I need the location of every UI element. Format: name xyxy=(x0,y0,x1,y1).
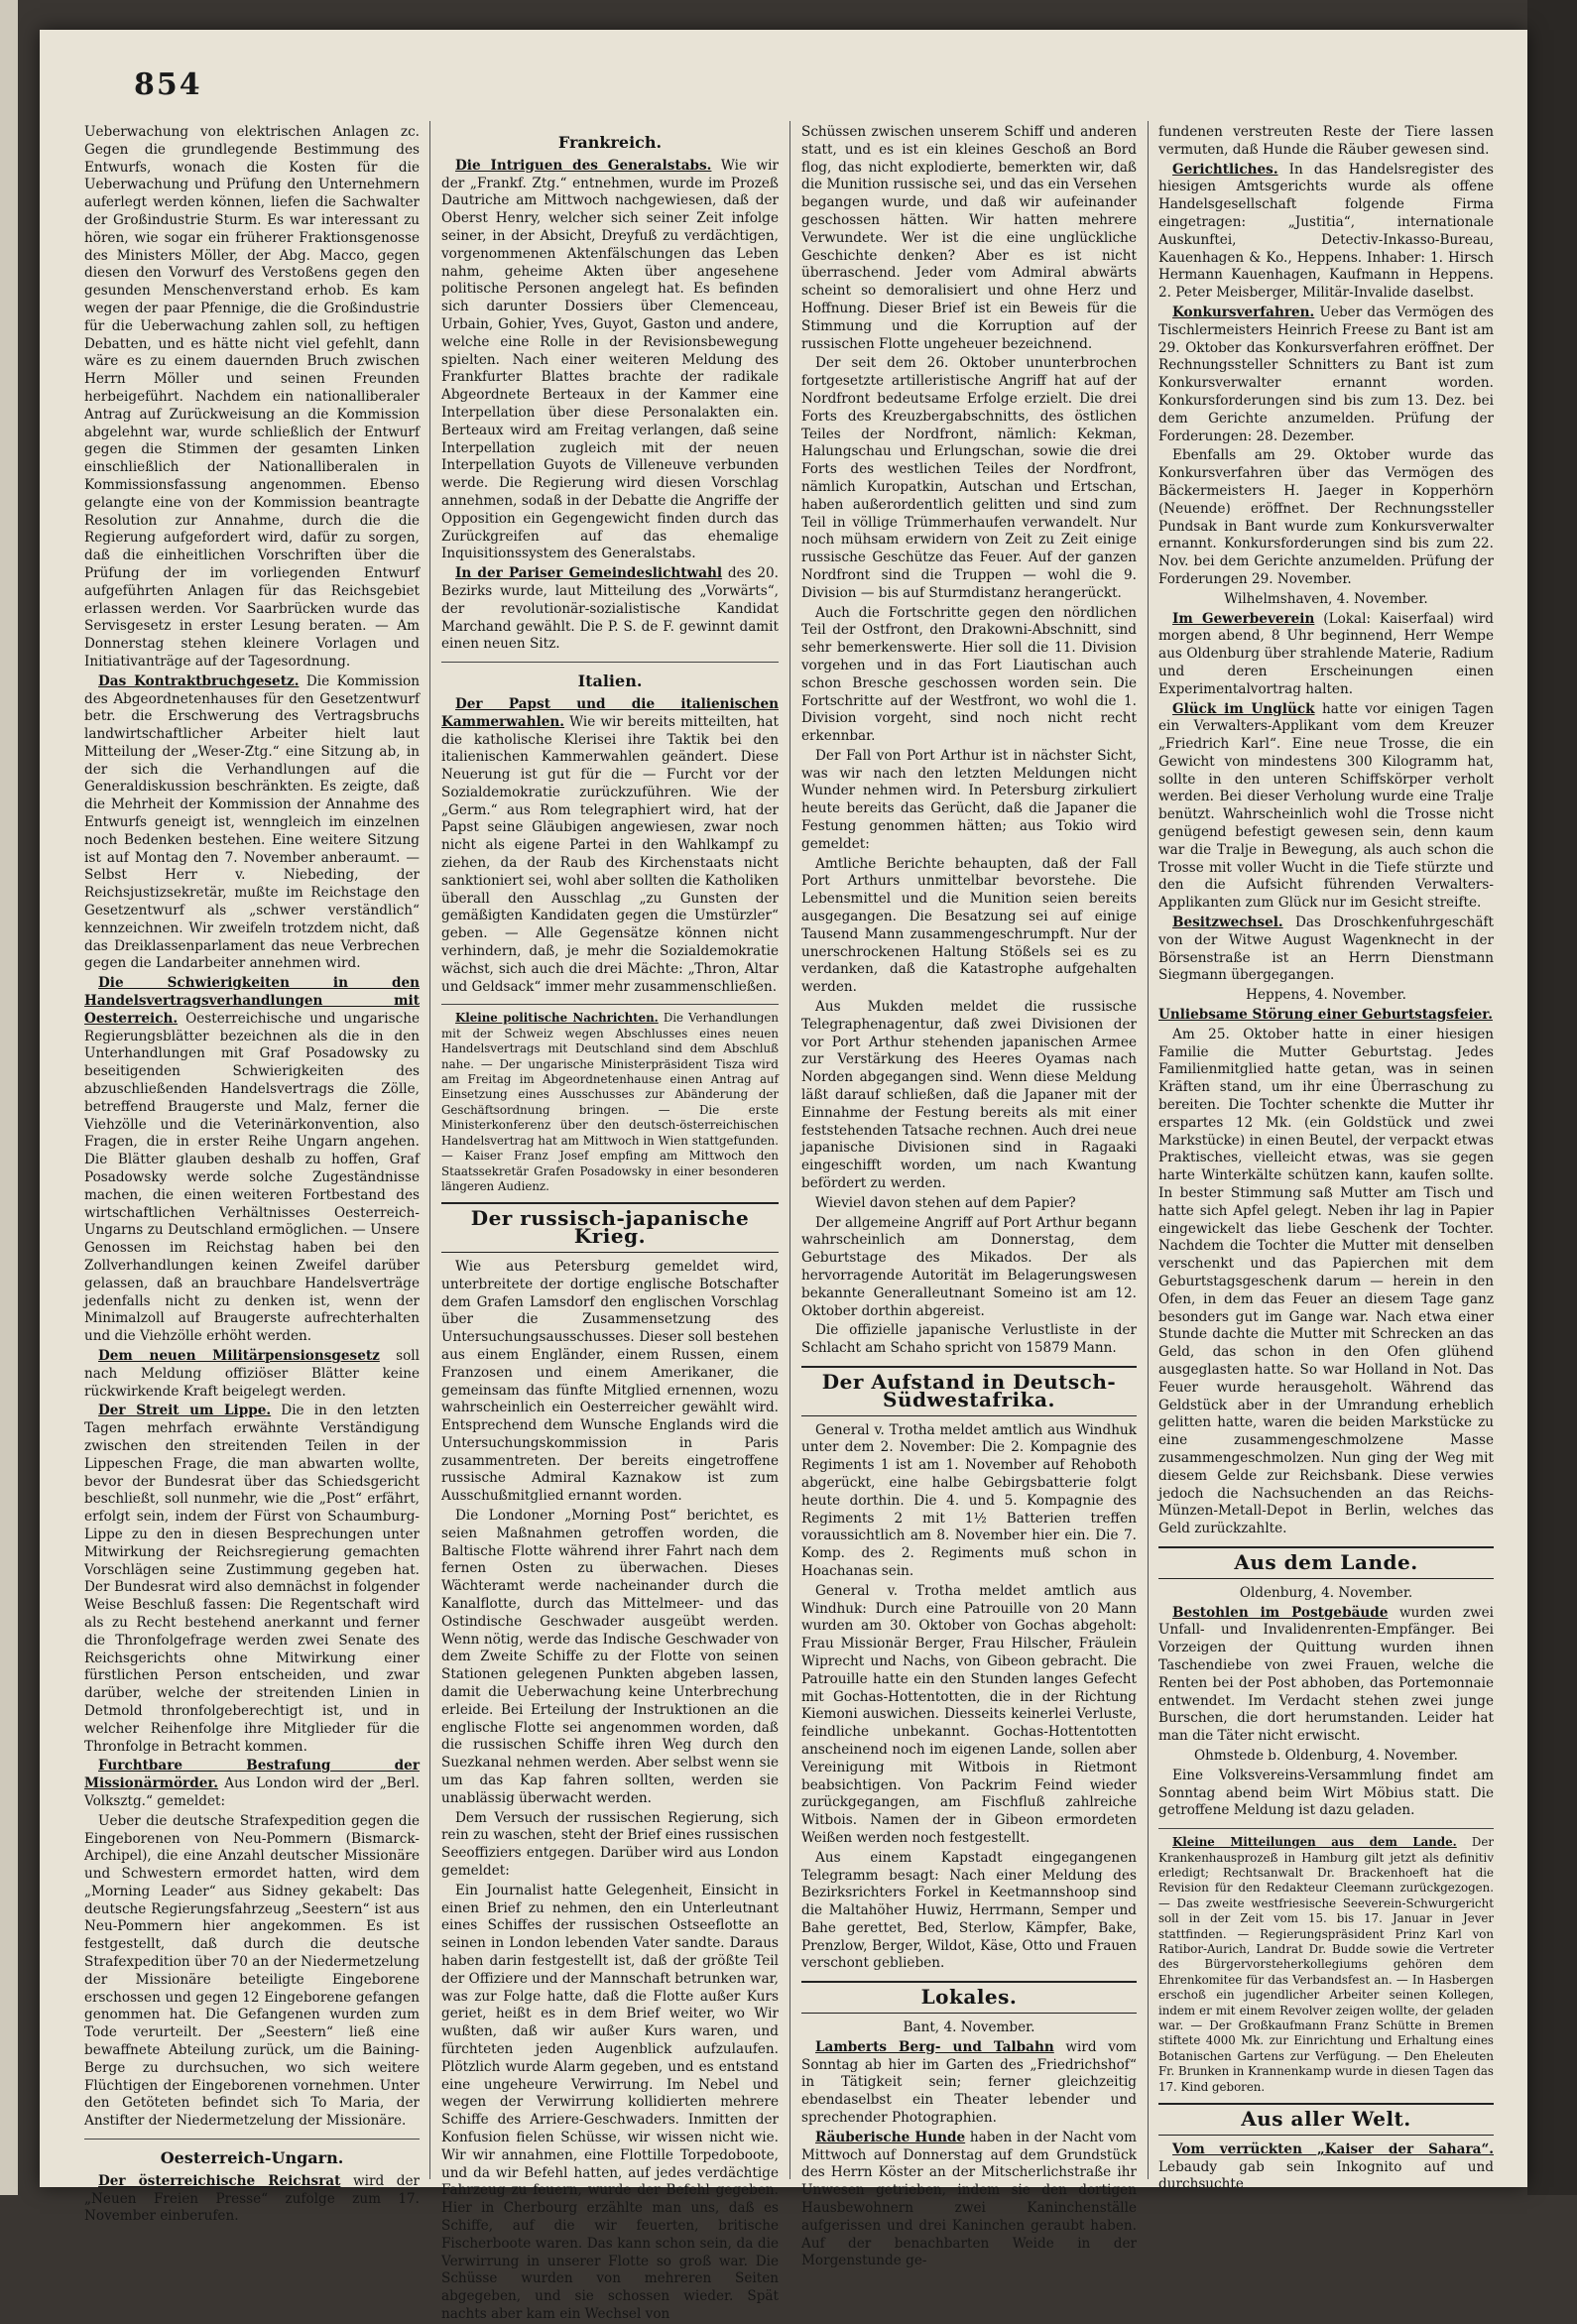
article-heading: Der Streit um Lippe. xyxy=(98,1403,272,1419)
article-paragraph: Der allgemeine Angriff auf Port Arthur begann wahrscheinlich am Donnerstag, dem Geburtstage des Mikados. Der als hervorragende Autorität im Belagerungswesen bekannte Generalleutnant Someino ist am 12. Oktober dorthin abgereist. xyxy=(801,1214,1137,1319)
dateline: Ohmstede b. Oldenburg, 4. November. xyxy=(1193,1747,1459,1764)
section-heading-large: Der russisch-japanische Krieg. xyxy=(441,1202,779,1253)
section-heading: Italien. xyxy=(577,672,643,691)
article-paragraph: Amtliche Berichte behaupten, daß der Fall Port Arthurs unmittelbar bevorstehe. Die Lebensmittel und die Munition seien bereits ausgegangen. Die Besatzung sei auf einige Tausend Mann zusammengeschrumpft. Nur der unerschrockenen Haltung Stößels sei es zu verdanken, daß die Katastrophe aufgehalten werden. xyxy=(801,855,1137,996)
newspaper-page xyxy=(40,30,1527,2322)
section-heading-large: Der Aufstand in Deutsch-Südwestafrika. xyxy=(801,1366,1137,1416)
section-separator xyxy=(441,662,779,663)
column-4 xyxy=(1158,124,1495,2193)
article-heading: Gerichtliches. xyxy=(1172,161,1278,178)
article-paragraph: Die Verhandlungen mit der Schweiz wegen Abschlusses eines neuen Handelsvertrags mit Deutschland sind dem Abschluß nahe. — Der ungarische Ministerpräsident Tisza wird am Freitag im Abgeordnetenhause einen Antrag auf Einsetzung eines Ausschusses zur Abänderung der Geschäftsordnung bringen. — Die erste Ministerkonferenz über den deutsch-österreichischen Handelsvertrag hat am Mittwoch in Wien stattgefunden. — Kaiser Franz Josef empfing am Mittwoch den Staatssekretär Grafen Posadowsky in einer besonderen längeren Audienz. xyxy=(441,1011,779,1193)
column-rule xyxy=(789,121,790,2179)
article-paragraph: Aus Mukden meldet die russische Telegraphenagentur, daß zwei Divisionen der vor Port Arthur stehenden japanischen Armee zur Verstärkung des Heeres Oyamas nach Norden abgegangen sind. Wenn diese Meldung läßt darauf schließen, daß die Japaner mit der Einnahme der Festung bereits als mit einer feststehenden Tatsache rechnen. Auch drei neue japanische Divisionen sind in Ragaaki eingeschifft worden, um nach Kwantung befördert zu werden. xyxy=(801,999,1137,1192)
article-heading: Dem neuen Militärpensionsgesetz xyxy=(98,1347,380,1364)
article-heading: Konkursverfahren. xyxy=(1172,304,1315,320)
dateline: Heppens, 4. November. xyxy=(1246,987,1406,1004)
article-paragraph: Am 25. Oktober hatte in einer hiesigen Familie die Mutter Geburtstag. Jedes Familienmitglied hatte getan, was in seinen Kräften stand, um ihr eine Überraschung zu bereiten. Die Tochter schenkte die Mutter ihr erspartes 12 Mk. (ein Goldstück und zwei Markstücke) in einen Beutel, der verpackt etwas Praktisches, vielleicht etwas, was sie gegen harte Winterkälte schützen kann, kaufen sollte. In bester Stimmung saß Mutter am Tisch und hatte sich Apfel gelegt. Neben ihr lag in Papier eingewickelt das liebe Geschenk der Tochter. Nachdem die Tochter die Mutter mit denselben verschenkt und das Papierchen mit dem Geburtstagsgeschenk darum — herein in den Ofen, in dem das Feuer an diesem Tage ganz besonders gut im Gange war. Nach etwa einer Stunde dachte die Mutter mit Schrecken an das Geld, das schon in den Ofen glühend ausgeglasten hatte. So war Holland in Not. Das Feuer wurde herausgeholt. Während das Geldstück aber in der Umrandung erheblich gelitten hatte, waren die beiden Markstücke zu eine zusammengeschmolzene Masse zusammengeschmolzen. Nun ging der Weg mit diesem Gelde zur Reichsbank. Diese verwies jedoch die Nachsuchenden an das Reichs-Münzen-Metall-Depot in Berlin, welches das Geld zurückzahlte. xyxy=(1158,1026,1494,1537)
article-heading: Die Schwierigkeiten in den Handelsvertragsverhandlungen mit Oesterreich. xyxy=(84,975,420,1027)
article-paragraph: Ein Journalist hatte Gelegenheit, Einsicht in einen Brief zu nehmen, den ein Unterleutnant eines Schiffes der russischen Ostseeflotte an seinen in London lebenden Vater sandte. Daraus haben darin festgestellt ist, daß der größte Teil der Offiziere und der Mannschaft betrunken war, was zur Folge hatte, daß die Flotte außer Kurs geriet, heißt es in dem Brief weiter, wo Wir wußten, daß wir außer Kurs waren, und fürchteten jeden Augenblick aufzulaufen. Plötzlich wurde Alarm gegeben, und es entstand eine ungeheure Verwirrung. Im Nebel und wegen der Verwirrung kollidierten mehrere Schiffe des Arriere-Geschwaders. Inmitten der Konfusion fielen Schüsse, wir wissen nicht wie. Wir wir annahmen, eine Flottille Torpedoboote, und da wir Befehl hatten, auf jedes verdächtige Fahrzeug zu feuern, wurde der Befehl gegeben. Hier in Cherbourg erzählte man uns, daß es Schiffe, auf die wir feuerten, britische Fischerboote waren. Das kann schon sein, da die Verwirrung in unserer Flotte so groß war. Die Schüsse wurden von mehreren Seiten abgegeben, und sie schossen wieder. Spät nachts aber kam ein Wechsel von xyxy=(441,1882,779,2322)
article-paragraph: wurden zwei Unfall- und Invalidenrenten-Empfänger. Bei Vorzeigen der Quittung wurden ihnen Taschendiebe von zwei Frauen, welche die Renten bei der Post abhoben, das Portemonnaie entwendet. Im Verdacht stehen zwei junge Burschen, die dort herumstanden. Leider hat man die Täter nicht erwischt. xyxy=(1158,1604,1495,1745)
column-3 xyxy=(801,124,1138,2269)
article-paragraph: Der seit dem 26. Oktober ununterbrochen fortgesetzte artilleristische Angriff hat auf der Nordfront bedeutsame Erfolge erzielt. Die drei Forts des Kreuzbergabschnitts, des östlichen Teiles der Nordfront, nämlich: Kekman, Halungschau und Erlungschan, sowie die drei Forts des westlichen Teiles der Nordfront, nämlich Kuropatkin, Autschan und Ertschan, haben außerordentlich gelitten und sind zum Teil in völlige Trümmerhaufen verwandelt. Nur noch mühsam erwidern von Zeit zu Zeit einige russische Geschütze das Feuer. Auf der ganzen Nordfront sind die Truppen — wohl die 9. Division — bis auf Sturmdistanz herangerückt. xyxy=(801,355,1137,601)
column-2 xyxy=(441,124,779,2322)
column-rule xyxy=(429,121,430,2179)
article-paragraph: Schüssen zwischen unserem Schiff und anderen statt, und es ist ein kleines Geschoß an Bord flog, das nicht explodierte, bemerkten wir, daß die Munition russische sei, und das ein Versehen begangen wurde, und daß wir aufeinander geschossen hätten. Wir hatten mehrere Verwundete. Wer ist die eine unglückliche Geschichte denken? Aber es ist nicht überraschend. Jeder vom Admiral abwärts scheint so demoralisiert und ohne Herz und Hoffnung. Dieser Brief ist ein Beweis für die Stimmung und die Korruption auf der russischen Flotte ungeheuer bezeichnend. xyxy=(801,124,1137,352)
article-paragraph: Wie aus Petersburg gemeldet wird, unterbreitete der dortige englische Botschafter dem Grafen Lamsdorf den englischen Vorschlag über die Zusammensetzung des Untersuchungsausschusses. Dieser soll bestehen aus einem Engländer, einem Russen, einem Franzosen und einem Amerikaner, die gemeinsam das fünfte Mitglied ernennen, wozu wahrscheinlich ein Oesterreicher gewählt wird. Entsprechend dem Wunsche Englands wird die Untersuchungskommission in Paris zusammentreten. Der bereits eingetroffene russische Admiral Kaznakow ist zum Ausschußmitglied ernannt worden. xyxy=(441,1258,779,1505)
article-heading: Der österreichische Reichsrat xyxy=(98,2172,341,2189)
article-paragraph: wird vom Sonntag ab hier im Garten des „Friedrichshof“ in Tätigkeit sein; ferner gleichzeitig ebendaselbst ein Theater lebender und sprechender Photographien. xyxy=(801,2038,1138,2127)
article-paragraph: Die in den letzten Tagen mehrfach erwähnte Verständigung zwischen den streitenden Teilen in der Lippeschen Frage, die man abwarten wollte, bevor der Bundesrat über das Schiedsgericht beschließt, soll nunmehr, wie die „Post“ erfährt, erfolgt sein, indem der Fürst von Schaumburg-Lippe zu den in diesen Besprechungen unter Mitwirkung der Reichsregierung gemachten Vorschlägen seine Zustimmung gegeben hat. Der Bundesrat wird also demnächst in folgender Weise Beschluß fassen: Die Regentschaft wird als zu Recht bestehend anerkannt und ferner die Thronfolgefrage werden zwei Senate des Reichsgerichts ohne Mitwirkung einer fürstlichen Person entscheiden, und zwar darüber, welche der streitenden Linien in Detmold thronfolgeberechtigt ist, und in welcher Reihenfolge ihre Mitglieder für die Thronfolge in Betracht kommen. xyxy=(84,1403,421,1755)
article-heading: Glück im Unglück xyxy=(1172,700,1315,717)
article-heading: Unliebsame Störung einer Geburtstagsfeier. xyxy=(1158,1007,1493,1024)
dateline: Bant, 4. November. xyxy=(903,2019,1035,2036)
article-heading: Vom verrückten „Kaiser der Sahara“. xyxy=(1172,2141,1494,2157)
page-left-margin xyxy=(0,0,18,2195)
article-paragraph: General v. Trotha meldet amtlich aus Windhuk unter dem 2. November: Die 2. Kompagnie des Regiments 1 ist am 1. November auf Rehoboth abgerückt, eine halbe Gebirgsbatterie folgt heute dorthin. Die 4. und 5. Kompagnie des Regiments 2 mit 1½ Batterien treffen voraussichtlich am 8. November hier ein. Die 7. Komp. des 2. Regiments muß schon in Hoachanas sein. xyxy=(801,1421,1137,1579)
article-heading: Kleine Mitteilungen aus dem Lande. xyxy=(1172,1835,1457,1850)
article-paragraph: Eine Volksvereins-Versammlung findet am Sonntag abend beim Wirt Möbius statt. Die getroffene Meldung ist dazu geladen. xyxy=(1158,1767,1494,1819)
section-heading: Oesterreich-Ungarn. xyxy=(160,2148,344,2168)
article-heading: Im Gewerbeverein xyxy=(1172,610,1315,627)
article-paragraph: Ueberwachung von elektrischen Anlagen zc. Gegen die grundlegende Bestimmung des Entwurfs, wonach die Kosten für die Ueberwachung und Prüfung den Unternehmern auferlegt werden können, liefen die Sachwalter der Großindustrie Sturm. Es war interessant zu hören, wie sogar ein früherer Fraktionsgenosse des Ministers Möller, der Abg. Macco, gegen diesen den Vorwurf des Verstoßens gegen den gesunden Menschenverstand erhob. Es kam wegen der paar Pfennige, die die Großindustrie für die Ueberwachung zahlen soll, zu heftigen Debatten, und es hätte nicht viel gefehlt, dann wäre es zu einem dauernden Bruch zwischen Herrn Möller und seinen Freunden herbeigeführt. Nachdem ein nationalliberaler Antrag auf Zurückweisung an die Kommission abgelehnt war, wurde schließlich der Entwurf gegen die Stimmen der gesamten Linken einschließlich der Nationalliberalen in Kommissionsfassung angenommen. Ebenso gelangte eine von der Kommission beantragte Resolution zur Annahme, durch die die Regierung aufgefordert wird, dafür zu sorgen, daß die einheitlichen Vorschriften über die Prüfung der im vorliegenden Entwurf aufgeführten Anlagen für das Reichsgebiet erlassen werden. Vor Saarbrücken wurde das Servisgesetz in erster Lesung beraten. — Am Donnerstag stehen kleinere Vorlagen und Initiativanträge auf der Tagesordnung. xyxy=(84,124,420,670)
section-heading-large: Aus aller Welt. xyxy=(1158,2103,1494,2136)
article-heading: Besitzwechsel. xyxy=(1172,915,1283,931)
article-paragraph: Wie wir der „Frankf. Ztg.“ entnehmen, wurde im Prozeß Dautriche am Mittwoch nachgewiesen, daß der Oberst Henry, welcher sich seiner Zeit infolge seiner, in der Absicht, Dreyfuß zu verdächtigen, vorgenommenen Aktenfälschungen das Leben nahm, geheime Akten über angesehene politische Personen angelegt hat. Es befinden sich darunter Dossiers über Clemenceau, Urbain, Gohier, Yves, Guyot, Gaston und andere, welche eine Rolle in der Revisionsbewegung spielten. Nach einer weiteren Meldung des Frankfurter Blattes brachte der radikale Abgeordnete Berteaux in der Kammer eine Interpellation über diese Personalakten ein. Berteaux wird am Freitag verlangen, daß seine Interpellation zugleich mit der neuen Interpellation Guyots de Villeneuve verbunden werde. Die Regierung wird diesen Vorschlag annehmen, sodaß in der Debatte die Angriffe der Opposition ein Gegengewicht finden durch das Zurückgreifen auf das ehemalige Inquisitionssystem des Generalstabs. xyxy=(441,157,779,562)
article-paragraph: Dem Versuch der russischen Regierung, sich rein zu waschen, steht der Brief eines russischen Seeoffiziers entgegen. Darüber wird aus London gemeldet: xyxy=(441,1809,779,1880)
article-heading: Der Papst und die italienischen Kammerwahlen. xyxy=(441,695,779,730)
article-paragraph: Aus einem Kapstadt eingegangenen Telegramm besagt: Nach einer Meldung des Bezirksrichters Forkel in Keetmannshoop sind die Maltahöher Huwiz, Herrmann, Semper und Bahe gerettet, Bed, Sterlow, Kämpfer, Bake, Prenzlow, Berger, Wildot, Käse, Otto und Frauen verschont geblieben. xyxy=(801,1849,1137,1972)
article-paragraph: Lebaudy gab sein Inkognito auf und durchsuchte xyxy=(1158,2158,1494,2193)
article-paragraph: haben in der Nacht vom Mittwoch auf Donnerstag auf dem Grundstück des Herrn Köster an der Mitscherlichstraße ihr Unwesen getrieben, indem sie den dortigen Hausbewohnern zwei Kaninchenställe aufgerissen und drei Kaninchen geraubt haben. Auf der benachbarten Weide in der Morgenstunde ge- xyxy=(801,2129,1137,2269)
column-rule xyxy=(1148,121,1149,2179)
article-paragraph: soll nach Meldung offiziöser Blätter keine rückwirkende Kraft beigelegt werden. xyxy=(84,1347,420,1400)
article-paragraph: Ueber das Vermögen des Tischlermeisters Heinrich Freese zu Bant ist am 29. Oktober das Konkursverfahren eröffnet. Der Rechnungssteller Schnitters zu Bant ist zum Konkursverwalter ernannt worden. Konkursforderungen sind bis zum 13. Dez. bei dem Gerichte anzumelden. Prüfung der Forderungen: 28. Dezember. xyxy=(1158,304,1494,444)
article-paragraph: Das Droschkenfuhrgeschäft von der Witwe August Wagenknecht in der Börsenstraße ist an Herrn Dienstmann Siegmann übergegangen. xyxy=(1158,915,1494,984)
article-heading: Kleine politische Nachrichten. xyxy=(455,1011,659,1026)
page-right-shadow xyxy=(1527,0,1577,2195)
section-separator xyxy=(84,2139,420,2140)
article-heading: Furchtbare Bestrafung der Missionärmörder. xyxy=(84,1758,420,1792)
article-paragraph: Ueber die deutsche Strafexpedition gegen die Eingeborenen von Neu-Pommern (Bismarck-Archipel), die eine Anzahl deutscher Missionäre und Schwestern ermordet hatten, wird dem „Morning Leader“ aus Sidney gekabelt: Das deutsche Regierungsfahrzeug „Seestern“ ist aus Neu-Pommern hier angekommen. Es ist festgestellt, daß durch die deutsche Strafexpedition über 70 an der Niedermetzelung der Missionäre beteiligte Eingeborene erschossen und gegen 12 Eingeborene gefangen genommen hat. Die Gefangenen wurden zum Tode verurteilt. Der „Seestern“ ließ eine bewaffnete Abteilung zurück, um die Baining-Berge zu durchsuchen, wo sich weitere Flüchtigen der Eingeborenen vornehmen. Unter den Getöteten befindet sich To Maria, der Anstifter der Niedermetzelung der Missionäre. xyxy=(84,1812,420,2130)
section-separator xyxy=(1158,1828,1494,1829)
article-paragraph: des 20. Bezirks wurde, laut Mitteilung des „Vorwärts“, der revolutionär-sozialistische Kandidat Marchand gewählt. Die P. S. de F. gewinnt damit einen neuen Sitz. xyxy=(441,565,779,653)
article-heading: Die Intriguen des Generalstabs. xyxy=(455,157,712,174)
article-paragraph: Die Londoner „Morning Post“ berichtet, es seien Maßnahmen getroffen worden, die Baltische Flotte während ihrer Fahrt nach dem fernen Osten zu überwachen. Dieses Wächteramt werde nacheinander durch die Kanalflotte, durch das Mittelmeer- und das Ostindische Geschwader ausgeübt werden. Wenn nötig, werde das Indische Geschwader von dem Zweite Schiffe zu der Flotte von seinen Stationen gelegenen Punkten abgeben lassen, damit die Ueberwachung keine Unterbrechung erleide. Bei Erteilung der Instruktionen an die englische Flotte sei angenommen worden, daß die russischen Schiffe ihren Weg durch den Suezkanal nehmen werden. Aber selbst wenn sie um das Kap fahren sollten, werden sie unablässig überwacht werden. xyxy=(441,1508,779,1806)
page-number: 854 xyxy=(134,67,202,102)
article-paragraph: Die Kommission des Abgeordnetenhauses für den Gesetzentwurf betr. die Erschwerung des Vertragsbruchs landwirtschaftlicher Arbeiter hielt laut Mitteilung der „Weser-Ztg.“ eine Sitzung ab, in der sich die Verhandlungen auf die Generaldiskussion beschränkten. Es zeigte, daß die Mehrheit der Kommission der Annahme des Entwurfs geneigt ist, wenngleich im einzelnen noch Bedenken bestehen. Eine weitere Sitzung ist auf Montag den 7. November anberaumt. — Selbst Herr v. Niebeding, der Reichsjustizsekretär, mußte im Reichstage den Gesetzentwurf als „schwer verständlich“ kennzeichnen. Wir zweifeln trotzdem nicht, daß das Dreiklassenparlament das neue Verbrechen gegen die Landarbeiter annehmen wird. xyxy=(84,673,420,972)
article-paragraph: Wieviel davon stehen auf dem Papier? xyxy=(815,1194,1076,1211)
article-paragraph: fundenen verstreuten Reste der Tiere lassen vermuten, daß Hunde die Räuber gewesen sind. xyxy=(1158,124,1494,158)
article-paragraph: General v. Trotha meldet amtlich aus Windhuk: Durch eine Patrouille von 20 Mann wurden am 30. Oktober von Gochas abgeholt: Frau Missionär Berger, Frau Hilscher, Fräulein Wiprecht und Nachs, von Gibeon gebracht. Die Patrouille hatte ein den Stunden langes Gefecht mit Gochas-Hottentotten, die in der Richtung Kiemoni auswichen. Diesseits keinerlei Verluste, feindliche unbekannt. Gochas-Hottentotten anscheinend noch im eigenen Lande, sollen aber Vereinigung mit Witbois in Rietmont beabsichtigen. Von Packrim Feind wieder zurückgegangen, am Fischfluß zahlreiche Witbois. Namen der in Gibeon ermordeten Weißen werden noch festgestellt. xyxy=(801,1582,1137,1846)
section-heading: Frankreich. xyxy=(557,133,663,152)
article-paragraph: Auch die Fortschritte gegen den nördlichen Teil der Ostfront, den Drakowni-Abschnitt, sind sehr bemerkenswerte. Hier soll die 11. Division vorgehen und in das Fort Liautischan auch schon Bresche geschossen worden sein. Die Fortschritte auf der Westfront, wo wohl die 1. Division vorgeht, sind noch nicht recht erkennbar. xyxy=(801,604,1137,745)
article-paragraph: In das Handelsregister des hiesigen Amtsgerichts wurde als offene Handelsgesellschaft folgende Firma eingetragen: „Justitia“, internationale Auskunftei, Detectiv-Inkasso-Bureau, Kauenhagen & Ko., Heppens. Inhaber: 1. Hirsch Hermann Kauenhagen, Kaufmann in Heppens. 2. Peter Meisberger, Militär-Invalide daselbst. xyxy=(1158,161,1495,302)
article-heading: Das Kontraktbruchgesetz. xyxy=(98,673,300,689)
section-heading-large: Lokales. xyxy=(801,1981,1137,2014)
article-heading: Bestohlen im Postgebäude xyxy=(1172,1604,1389,1621)
article-paragraph: Wie wir bereits mitteilten, hat die katholische Klerisei ihre Taktik bei den italienischen Kammerwahlen geändert. Diese Neuerung ist gut für die — Furcht vor der Sozialdemokratie zurückzuführen. Wie der „Germ.“ aus Rom telegraphiert wird, hat der Papst seine Gläubigen angewiesen, zwar noch nicht als eigene Partei in den Wahlkampf zu ziehen, da der Raub des Kirchenstaats nicht sanktioniert sei, wohl aber sollten die Katholiken überall den Ausschlag „zu Gunsten der gemäßigten Kandidaten gegen die Umstürzler“ geben. — Alle Gegensätze können nicht verhindern, daß, je mehr die Sozialdemokratie wächst, sich auch die drei Mächte: „Thron, Altar und Geldsack“ immer mehr zusammenschließen. xyxy=(441,713,779,995)
article-heading: Räuberische Hunde xyxy=(815,2129,966,2145)
article-paragraph: Aus London wird der „Berl. Volksztg.“ gemeldet: xyxy=(84,1775,420,1809)
dateline: Oldenburg, 4. November. xyxy=(1239,1584,1413,1601)
article-paragraph: hatte vor einigen Tagen ein Verwalters-Applikant vom dem Kreuzer „Friedrich Karl“. Eine neue Trosse, die ein Gewicht von mindestens 300 Kilogramm hat, sollte in den unteren Schiffskörper verholt werden. Bei dieser Verholung wurde eine Tralje benützt. Wahrscheinlich wohl die Trosse nicht genügend befestigt gewesen sein, denn kaum war die Tralje in Bewegung, als auch schon die Trosse mit voller Wucht in die Tiefe stürzte und den die Aufsicht führenden Verwalters-Applikanten zum Glück nur im Gesicht streifte. xyxy=(1158,700,1494,912)
column-1 xyxy=(84,124,421,2225)
dateline: Wilhelmshaven, 4. November. xyxy=(1224,590,1428,607)
article-heading: Lamberts Berg- und Talbahn xyxy=(815,2038,1054,2055)
article-heading: In der Pariser Gemeindeslichtwahl xyxy=(455,565,723,582)
article-paragraph: Der Fall von Port Arthur ist in nächster Sicht, was wir nach den letzten Meldungen nicht Wunder nehmen wird. In Petersburg zirkuliert heute bereits das Gerücht, daß die Japaner die Festung genommen hätten; aus Tokio wird gemeldet: xyxy=(801,747,1137,852)
article-paragraph: Der Krankenhausprozeß in Hamburg gilt jetzt als definitiv erledigt; Rechtsanwalt Dr. Brackenhoeft hat die Revision für den Redakteur Cleemann zurückgezogen. — Das zweite westfriesische Seeverein-Schwurgericht soll in der Zeit vom 15. bis 17. Januar in Jever stattfinden. — Regierungspräsident Prinz Karl von Ratibor-Aurich, Landrat Dr. Budde sowie die Vertreter des Bürgervorsteherkollegiums gehören dem Ehrenkomitee für das Verbandsfest an. — In Hasbergen erschoß ein jugendlicher Arbeiter seinen Kollegen, indem er mit einem Revolver zeigen wollte, der geladen war. — Der Großkaufmann Franz Schütte in Bremen stiftete 4000 Mk. zur Einrichtung und Erhaltung eines Botanischen Gartens zur Verfügung. — Den Eheleuten Fr. Brunken in Krannenkamp wurde in diesen Tagen das 17. Kind geboren. xyxy=(1158,1835,1495,2094)
section-heading-large: Aus dem Lande. xyxy=(1158,1546,1494,1579)
article-paragraph: wird der „Neuen Freien Presse“ zufolge zum 17. November einberufen. xyxy=(84,2172,421,2225)
section-separator xyxy=(441,1004,779,1005)
article-paragraph: Die offizielle japanische Verlustliste in der Schlacht am Schaho spricht von 15879 Mann. xyxy=(801,1322,1137,1357)
article-paragraph: (Lokal: Kaiserfaal) wird morgen abend, 8 Uhr beginnend, Herr Wempe aus Oldenburg über strahlende Materie, Radium und deren Erscheinungen einen Experimentalvortrag halten. xyxy=(1158,610,1495,697)
article-paragraph: Oesterreichische und ungarische Regierungsblätter bezeichnen als die in den Unterhandlungen mit Graf Posadowsky zu beseitigenden Schwierigkeiten des abzuschließenden Handelsvertrags die Zölle, betreffend Braugerste und Malz, ferner die Viehzölle und die Veterinärkonvention, also Fragen, die in erster Reihe Ungarn angehen. Die Blätter glauben deshalb zu hoffen, Graf Posadowsky werde solche Zugeständnisse machen, die einen weiteren Fortbestand des wirtschaftlichen Verhältnisses Oesterreich-Ungarns zu Deutschland ermöglichen. — Unsere Genossen im Reichstag haben bei den Zollverhandlungen keinen Zweifel darüber gelassen, daß an brauchbare Handelsverträge jedenfalls nicht zu denken ist, wenn der Minimalzoll auf Braugerste aufrechterhalten und die Viehzölle erhöht werden. xyxy=(84,1010,420,1345)
article-paragraph: Ebenfalls am 29. Oktober wurde das Konkursverfahren über das Vermögen des Bäckermeisters H. Jaeger in Kopperhörn (Neuende) eröffnet. Der Rechnungssteller Pundsak in Bant wurde zum Konkursverwalter ernannt. Konkursforderungen sind bis zum 22. Nov. bei dem Gerichte anzumelden. Prüfung der Forderungen 29. November. xyxy=(1158,447,1494,587)
